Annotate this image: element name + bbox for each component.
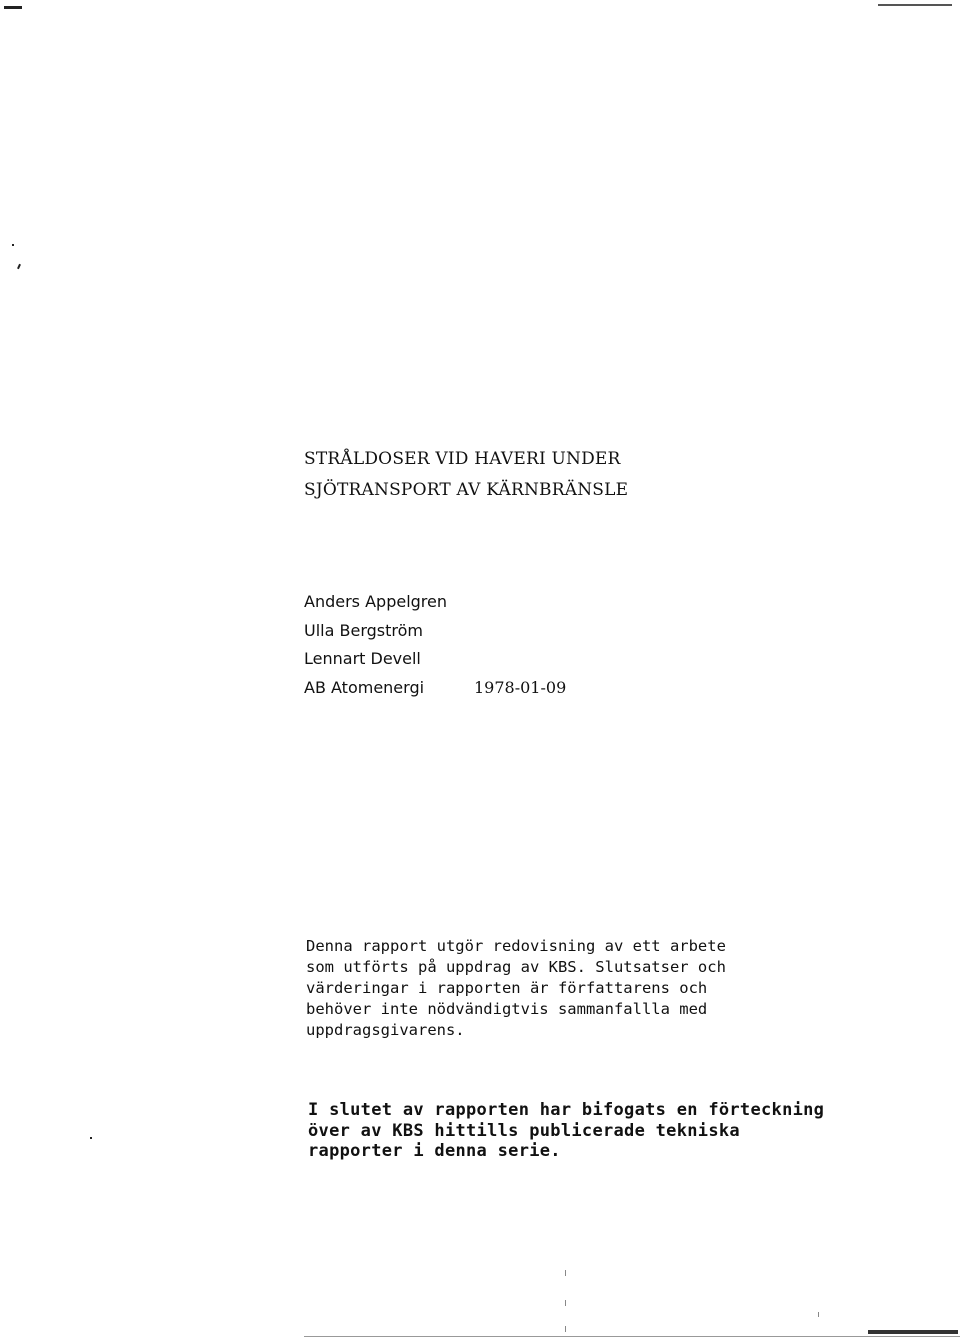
report-title bbox=[304, 444, 628, 506]
scan-artifact bbox=[90, 1137, 92, 1139]
author-name: Lennart Devell bbox=[304, 649, 421, 668]
report-date: 1978-01-09 bbox=[474, 677, 567, 697]
paragraph-line: I slutet av rapporten har bifogats en förteckning bbox=[308, 1100, 825, 1120]
scan-artifact bbox=[565, 1300, 566, 1306]
appendix-note-paragraph bbox=[308, 1100, 888, 1162]
scan-artifact bbox=[12, 244, 14, 246]
paragraph-line: uppdragsgivarens. bbox=[306, 1021, 465, 1039]
commission-paragraph bbox=[306, 936, 866, 1041]
paragraph-line: behöver inte nödvändigtvis sammanfallla med bbox=[306, 1000, 708, 1018]
scan-artifact bbox=[17, 264, 21, 269]
paragraph-line: rapporter i denna serie. bbox=[308, 1141, 561, 1161]
scan-artifact bbox=[565, 1326, 566, 1332]
paragraph-line: som utförts på uppdrag av KBS. Slutsatser och bbox=[306, 958, 726, 976]
scan-artifact bbox=[878, 4, 952, 6]
author-name: Ulla Bergström bbox=[304, 620, 423, 640]
title-line-1: STRÅLDOSER VID HAVERI UNDER bbox=[304, 449, 621, 469]
paragraph-line: värderingar i rapporten är författarens och bbox=[306, 979, 708, 997]
scan-artifact bbox=[4, 6, 22, 9]
organization-line bbox=[304, 674, 566, 703]
author-list bbox=[304, 588, 566, 702]
scan-artifact bbox=[818, 1312, 819, 1317]
paragraph-line: över av KBS hittills publicerade tekniska bbox=[308, 1120, 740, 1141]
organization-name: AB Atomenergi bbox=[304, 677, 425, 697]
author-name: Anders Appelgren bbox=[304, 592, 447, 611]
bottom-edge-line bbox=[304, 1336, 960, 1337]
title-line-2: SJÖTRANSPORT AV KÄRNBRÄNSLE bbox=[304, 480, 629, 500]
scan-artifact bbox=[565, 1270, 566, 1276]
scan-artifact bbox=[868, 1330, 958, 1334]
paragraph-line: Denna rapport utgör redovisning av ett arbete bbox=[306, 937, 726, 955]
